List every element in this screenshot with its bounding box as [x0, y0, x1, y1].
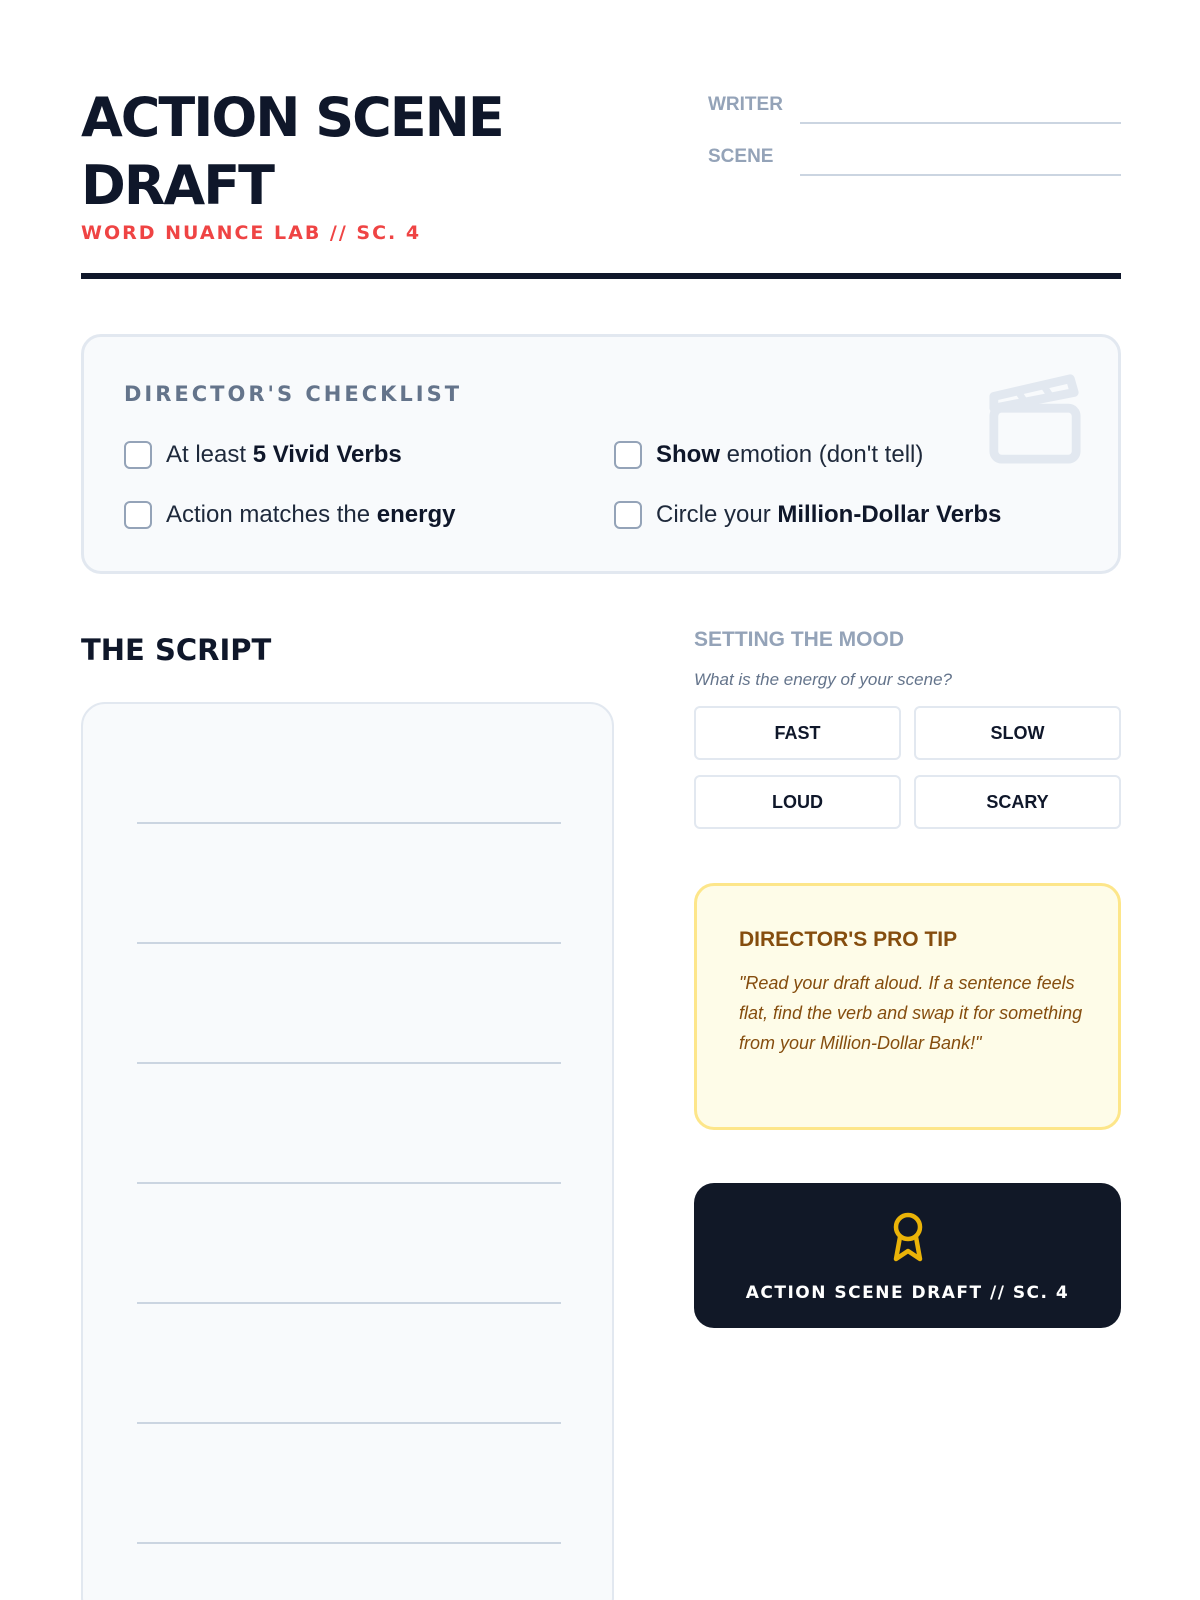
checkbox[interactable]	[614, 501, 642, 529]
badge-text: ACTION SCENE DRAFT // SC. 4	[745, 1283, 1070, 1303]
page-subtitle: WORD NUANCE LAB // SC. 4	[81, 222, 422, 244]
writer-label: WRITER	[708, 94, 783, 115]
item-text-bold: Show	[656, 441, 720, 468]
writing-line	[137, 822, 561, 824]
writing-line	[137, 1182, 561, 1184]
script-writing-area[interactable]	[81, 702, 614, 1600]
pro-tip-body: "Read your draft aloud. If a sentence feels flat, find the verb and swap it for something from your Million-Dollar Bank!"	[739, 973, 1083, 1053]
writing-line	[137, 1062, 561, 1064]
checklist-item-show-emotion[interactable]	[614, 441, 923, 469]
clapperboard-icon	[986, 367, 1084, 465]
writer-input-line[interactable]	[800, 90, 1121, 124]
item-text-bold: Million-Dollar Verbs	[777, 501, 1002, 528]
mood-question: What is the energy of your scene?	[694, 670, 952, 689]
checkbox[interactable]	[614, 441, 642, 469]
directors-checklist	[81, 334, 1121, 574]
checklist-item-text	[166, 501, 455, 529]
writer-field[interactable]	[708, 90, 1121, 124]
writing-line	[137, 1542, 561, 1544]
checklist-item-vivid-verbs[interactable]	[124, 441, 402, 469]
item-text-pre: Circle your	[656, 501, 778, 528]
page-title: ACTION SCENE DRAFT	[81, 86, 503, 217]
worksheet-header	[81, 84, 1121, 282]
mood-option-scary[interactable]: SCARY	[914, 775, 1121, 829]
writing-line	[137, 1302, 561, 1304]
checklist-item-million-dollar-verbs[interactable]	[614, 501, 1001, 529]
checkbox[interactable]	[124, 441, 152, 469]
mood-option-loud[interactable]: LOUD	[694, 775, 901, 829]
info-fields	[708, 90, 1121, 194]
checklist-item-text	[656, 501, 1001, 529]
scene-field[interactable]	[708, 142, 1121, 176]
mood-title: SETTING THE MOOD	[694, 628, 904, 651]
item-text-pre: At least	[166, 441, 253, 468]
checklist-item-text	[656, 441, 923, 469]
checklist-item-energy[interactable]	[124, 501, 455, 529]
mood-option-fast[interactable]: FAST	[694, 706, 901, 760]
checkbox[interactable]	[124, 501, 152, 529]
scene-input-line[interactable]	[800, 142, 1121, 176]
mood-option-slow[interactable]: SLOW	[914, 706, 1121, 760]
header-divider	[81, 273, 1121, 279]
item-text-pre: Action matches the	[166, 501, 377, 528]
writing-line	[137, 942, 561, 944]
scene-label: SCENE	[708, 146, 774, 167]
item-text-bold: energy	[376, 501, 456, 528]
checklist-title: DIRECTOR'S CHECKLIST	[124, 382, 463, 406]
script-title: THE SCRIPT	[81, 633, 272, 667]
writing-line	[137, 1422, 561, 1424]
item-text-post: emotion (don't tell)	[720, 441, 924, 468]
pro-tip-card	[694, 883, 1121, 1130]
scene-badge	[694, 1183, 1121, 1328]
award-ribbon-icon	[890, 1211, 926, 1265]
item-text-bold: 5 Vivid Verbs	[252, 441, 402, 468]
checklist-item-text	[166, 441, 402, 469]
pro-tip-title: DIRECTOR'S PRO TIP	[739, 928, 958, 951]
